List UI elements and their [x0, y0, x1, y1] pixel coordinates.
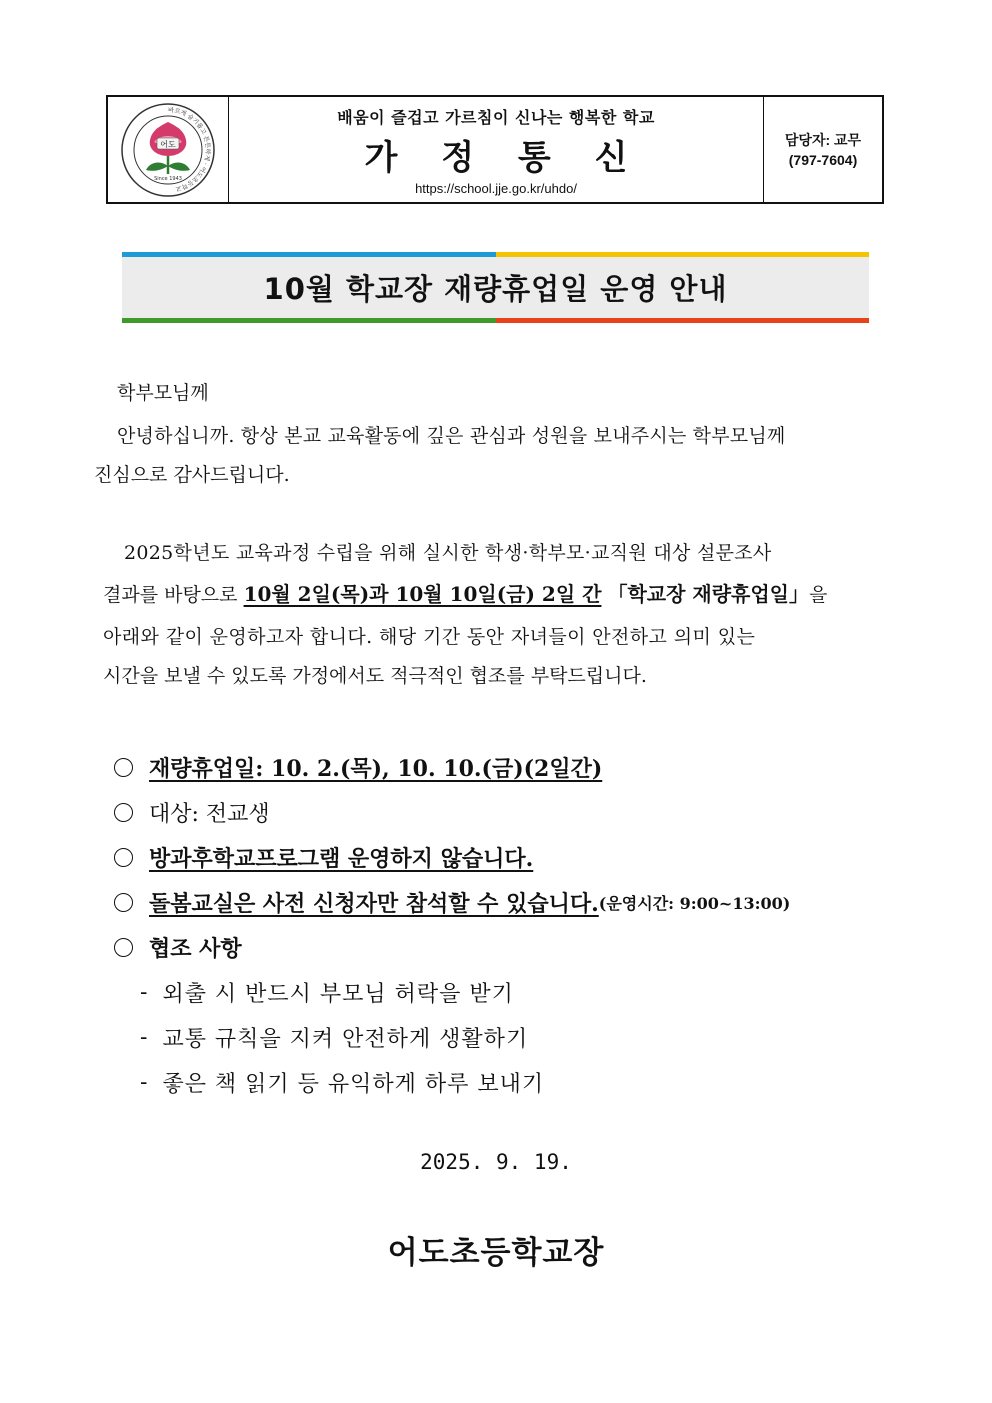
para2-line-1: 2025학년도 교육과정 수립을 위해 실시한 학생·학부모·교직원 대상 설문조사 [124, 542, 772, 564]
greeting-line-2: 진심으로 감사드립니다. [94, 464, 290, 486]
cooperation-item-text: 교통 규칙을 지켜 안전하게 생활하기 [162, 1027, 529, 1052]
cooperation-item [114, 970, 894, 1015]
school-logo-cell [108, 97, 229, 202]
bullet-afterschool [114, 835, 894, 880]
dash-marker: - [140, 980, 149, 1005]
school-url: https://school.jje.go.kr/uhdo/ [415, 181, 577, 196]
holiday-name-emphasis: 「학교장 재량휴업일」 [607, 582, 810, 606]
school-motto: 배움이 즐겁고 가르침이 신나는 행복한 학교 [337, 108, 655, 127]
cooperation-item-text: 좋은 책 읽기 등 유익하게 하루 보내기 [162, 1072, 545, 1097]
holiday-dates-text: 재량휴업일: 10. 2.(목), 10. 10.(금)(2일간) [149, 756, 603, 782]
para2-line-2 [103, 578, 827, 607]
notice-banner [122, 252, 869, 323]
care-class-text: 돌봄교실은 사전 신청자만 참석할 수 있습니다. [149, 891, 599, 917]
cooperation-heading: 협조 사항 [149, 936, 242, 962]
newsletter-title: 가 정 통 신 [364, 138, 644, 178]
contact-cell [764, 97, 882, 202]
bullet-cooperation [114, 925, 894, 970]
circle-bullet-icon [114, 938, 133, 957]
issue-date: 2025. 9. 19. [420, 1150, 572, 1174]
notice-items [114, 745, 894, 1105]
greeting-line-1: 안녕하십니까. 항상 본교 교육활동에 깊은 관심과 성원을 보내주시는 학부모님께 [117, 425, 786, 447]
emblem-since-text: Since 1943 [154, 175, 182, 182]
banner-bottom-bar [122, 318, 869, 323]
salutation: 학부모님께 [117, 382, 209, 404]
bullet-care-class [114, 880, 894, 925]
notice-title: 10월 학교장 재량휴업일 운영 안내 [263, 272, 728, 306]
school-emblem-icon [118, 100, 218, 200]
newsletter-header [106, 95, 884, 204]
care-class-hours: (운영시간: 9:00~13:00) [598, 894, 791, 913]
para2-line-4: 시간을 보낼 수 있도록 가정에서도 적극적인 협조를 부탁드립니다. [103, 665, 647, 687]
target-text: 대상: 전교생 [149, 802, 270, 827]
contact-person: 담당자: 교무 [784, 131, 862, 148]
bullet-holiday-dates [114, 745, 894, 790]
cooperation-item [114, 1015, 894, 1060]
cooperation-item-text: 외출 시 반드시 부모님 허락을 받기 [162, 982, 514, 1007]
dash-marker: - [140, 1070, 149, 1095]
holiday-dates-emphasis: 10월 2일(목)과 10월 10일(금) 2일 간 [243, 582, 602, 606]
signer: 어도초등학교장 [387, 1235, 605, 1271]
emblem-ring-text: 바르게 슬기롭고 튼튼하게 · 어도초등학교 [167, 106, 212, 192]
para2-line-2-tail: 을 [809, 584, 828, 606]
bullet-target [114, 790, 894, 835]
contact-phone: (797-7604) [788, 151, 858, 168]
title-cell [229, 97, 764, 202]
circle-bullet-icon [114, 893, 133, 912]
circle-bullet-icon [114, 803, 133, 822]
banner-body [122, 257, 869, 318]
para2-line-2-lead: 결과를 바탕으로 [103, 584, 244, 606]
circle-bullet-icon [114, 848, 133, 867]
dash-marker: - [140, 1025, 149, 1050]
para2-line-3: 아래와 같이 운영하고자 합니다. 해당 기간 동안 자녀들이 안전하고 의미 있는 [103, 626, 756, 648]
circle-bullet-icon [114, 758, 133, 777]
emblem-center-text: 어도 [160, 139, 176, 149]
cooperation-item [114, 1060, 894, 1105]
afterschool-text: 방과후학교프로그램 운영하지 않습니다. [149, 846, 534, 872]
